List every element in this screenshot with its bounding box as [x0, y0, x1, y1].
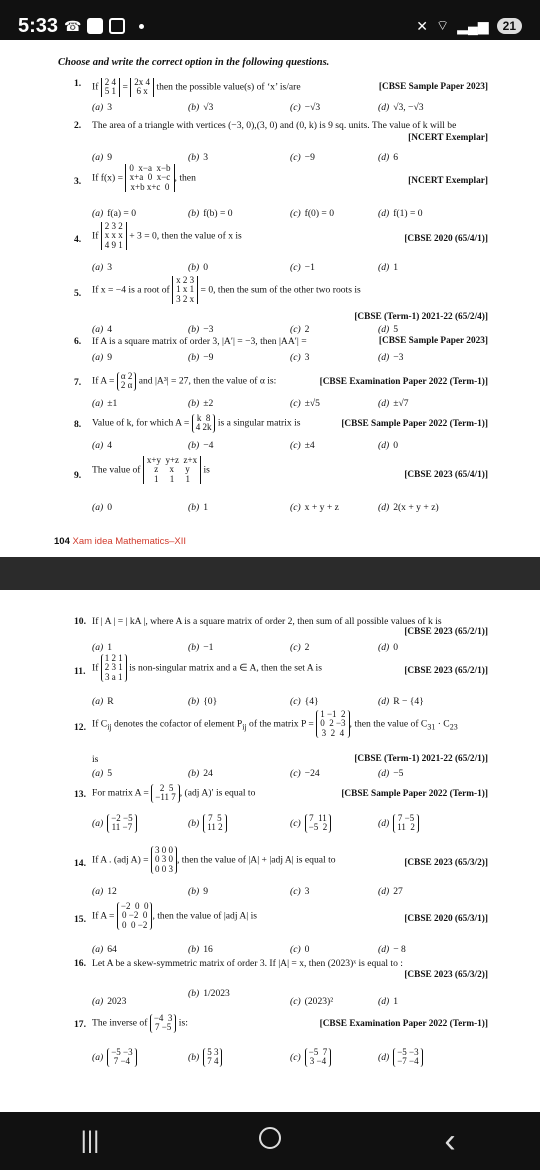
option-d[interactable]: (d) −3	[378, 352, 404, 363]
mute-icon: ✕	[416, 17, 429, 34]
option-d[interactable]: (d) 6	[378, 152, 398, 163]
page-number: 104	[54, 536, 70, 547]
option-c[interactable]: (c) x + y + z	[290, 502, 339, 513]
section-heading: Choose and write the correct option in the following questions.	[58, 57, 330, 68]
option-c[interactable]: (c) ±4	[290, 440, 315, 451]
clock: 5:33	[18, 14, 59, 37]
option-b[interactable]: (b) 16	[188, 944, 213, 955]
option-a[interactable]: (a) 0	[92, 502, 112, 513]
home-button[interactable]	[230, 1127, 310, 1156]
document-page-2[interactable]: 10. If | A | = | kA |, where A is a square matrix of order 2, then sum of all possible values of k is [CBSE 2023 (65/2/1)] (a) 1 (b) −1 (c) 2 (d) 0 11. If 1 2 1 2 3 1 3 a 1 is non-singular matrix and a ∈ A, then the set A is [CBSE 2023 (65/2/1)] (a) R (b) {0} (c) {4} (d) R − {4} 12. If $C_{ij}$ denotes the cofactor of element $P_{ij}$ of the matrix P = 1 −1 2 0 2 −3 3 2 4, then the value of $C_{31} \cdot C_{23}$ is [CBSE (Term-1) 2021-22 (65/2/1)] (a) 5 (b) 24 (c) −24 (d) −5 13. For matrix A = 2 5 −11 7 , (adj A)′ is equal to [CBSE Sample Paper 2022 (Term-1)] (a) −2 −5 11 −7 (b) 7 5 11 2 (c) 7 11 −5 2 (d) 7 −5 11 2 14. If A . (adj A) = 3 0 0 0 3 0 0 0 3, then the value of |A| + |adj A| is equal to [CBSE 2023 (65/3/2)] (a) 12 (b) 9 (c) 3 (d) 27 15. If A = −2 0 0 0 −2 0 0 0 −2, then the value of |adj A| is [CBSE 2020 (65/3/1)] (a) 64 (b) 16 (c) 0 (d) − 8 16. Let A be a skew-symmetric matrix of order 3. If |A| = x, then (2023)ˣ is equal to : [CBSE 2023 (65/3/2)] (a) 2023 (b) 1/2023 (c) (2023)² (d) 1 17. The inverse of −4 3 7 −5 is: [CBSE Examination Paper 2022 (Term-1)] (a) −5 −3 7 −4 (b) 5 3 7 4 (c) −5 7 3 −4 (d) −5 −3 −7 −4	[0, 590, 540, 1112]
option-a[interactable]: (a) −2 −5 11 −7	[92, 814, 137, 833]
option-a[interactable]: (a) −5 −3 7 −4	[92, 1048, 137, 1067]
option-d[interactable]: (d) f(1) = 0	[378, 208, 423, 219]
recent-apps-button[interactable]: |||	[80, 1127, 100, 1154]
option-a[interactable]: (a) 12	[92, 886, 117, 897]
option-d[interactable]: (d) 1	[378, 262, 398, 273]
option-b[interactable]: (b) 0	[188, 262, 208, 273]
system-icons	[416, 17, 522, 35]
option-c[interactable]: (c) 2	[290, 642, 310, 653]
option-a[interactable]: (a) 3	[92, 262, 112, 273]
notification-icons	[64, 18, 144, 35]
option-c[interactable]: (c) −24	[290, 768, 320, 779]
question-text: If 2 4 5 1 = 2x 4 6 x then the possible value(s) of ‘x’ is/are	[92, 77, 301, 97]
home-icon	[259, 1127, 281, 1149]
option-a[interactable]: (a) 1	[92, 642, 112, 653]
option-b[interactable]: (b) 1/2023	[188, 988, 230, 999]
option-c[interactable]: (c) 3	[290, 352, 310, 363]
option-a[interactable]: (a) 2023	[92, 996, 127, 1007]
option-d[interactable]: (d) 7 −5 11 2	[378, 814, 419, 833]
option-d[interactable]: (d) √3, −√3	[378, 102, 424, 113]
option-c[interactable]: (c) f(0) = 0	[290, 208, 335, 219]
option-d[interactable]: (d) 0	[378, 440, 398, 451]
option-b[interactable]: (b) √3	[188, 102, 214, 113]
gallery-icon	[109, 18, 125, 34]
document-page-1[interactable]: Choose and write the correct option in the following questions. 1. If 2 4 5 1 = 2x 4 6 x then the possible value(s) of ‘x’ is/are [CBSE Sample Paper 2023] (a) 3 (b) √3 (c) −√3 (d) √3, −√3 2. The area of a triangle with vertices (−3, 0),(3, 0) and (0, k) is 9 sq. units. The value of k will be [NCERT Exemplar] (a) 9 (b) 3 (c) −9 (d) 6 3. If f(x) = 0 x−a x−b x+a 0 x−c x+b x+c 0, then [NCERT Exemplar] (a) f(a) = 0 (b) f(b) = 0 (c) f(0) = 0 (d) f(1) = 0 4. If 2 3 2 x x x 4 9 1 + 3 = 0, then the value of x is [CBSE 2020 (65/4/1)] (a) 3 (b) 0 (c) −1 (d) 1 5. If x = −4 is a root of x 2 3 1 x 1 3 2 x = 0, then the sum of the other two roots is [CBSE (Term-1) 2021-22 (65/2/4)] (a) 4 (b) −3 (c) 2 (d) 5 6. If A is a square matrix of order 3, |A′| = −3, then |AA′| = [CBSE Sample Paper 2023] (a) 9 (b) −9 (c) 3 (d) −3 7. If A = α 2 2 α and |A³| = 27, then the value of α is: [CBSE Examination Paper 2022 (Term-1)] (a) ±1 (b) ±2 (c) ±√5 (d) ±√7 8. Value of k, for which A = k 8 4 2k is a singular matrix is [CBSE Sample Paper 2022 (Term-1)] (a) 4 (b) −4 (c) ±4 (d) 0 9. The value of x+y y+z z+x z x y 1 1 1 is [CBSE 2023 (65/4/1)] (a) 0 (b) 1 (c) x + y + z (d) 2(x + y + z) 104 Xam idea Mathematics–XII	[0, 40, 540, 557]
page-gap	[0, 557, 540, 590]
option-d[interactable]: (d) −5 −3 −7 −4	[378, 1048, 423, 1067]
option-c[interactable]: (c) ±√5	[290, 398, 320, 409]
option-a[interactable]: (a) R	[92, 696, 114, 707]
option-c[interactable]: (c) −5 7 3 −4	[290, 1048, 331, 1067]
question-number: 1.	[74, 78, 82, 89]
question-source: [CBSE Sample Paper 2023]	[378, 82, 488, 92]
option-a[interactable]: (a) 9	[92, 352, 112, 363]
option-b[interactable]: (b) −3	[188, 324, 214, 335]
option-d[interactable]: (d) R − {4}	[378, 696, 424, 707]
option-c[interactable]: (c) 0	[290, 944, 310, 955]
option-c[interactable]: (c) 2	[290, 324, 310, 335]
option-b[interactable]: (b) f(b) = 0	[188, 208, 233, 219]
option-d[interactable]: (d) − 8	[378, 944, 406, 955]
option-b[interactable]: (b) ±2	[188, 398, 214, 409]
option-c[interactable]: (c) {4}	[290, 696, 319, 707]
option-c[interactable]: (c) −√3	[290, 102, 321, 113]
option-b[interactable]: (b) 24	[188, 768, 213, 779]
call-icon: ☎	[64, 17, 82, 34]
book-title: Xam idea Mathematics–XII	[72, 536, 187, 547]
option-a[interactable]: (a) 9	[92, 152, 112, 163]
option-a[interactable]: (a) 4	[92, 440, 112, 451]
page-footer	[54, 536, 186, 548]
option-d[interactable]: (d) 1	[378, 996, 398, 1007]
option-b[interactable]: (b) 5 3 7 4	[188, 1048, 222, 1067]
option-a[interactable]: (a) 5	[92, 768, 112, 779]
option-d[interactable]: (d) ±√7	[378, 398, 409, 409]
option-a[interactable]: (a) 3	[92, 102, 112, 113]
more-notifications-icon	[139, 24, 144, 29]
battery-icon: 21	[497, 18, 522, 34]
option-b[interactable]: (b) 9	[188, 886, 208, 897]
option-d[interactable]: (d) 5	[378, 324, 398, 335]
option-a[interactable]: (a) 64	[92, 944, 117, 955]
option-c[interactable]: (c) (2023)²	[290, 996, 334, 1007]
option-b[interactable]: (b) −4	[188, 440, 214, 451]
option-b[interactable]: (b) 7 5 11 2	[188, 814, 227, 833]
option-d[interactable]: (d) 27	[378, 886, 403, 897]
option-b[interactable]: (b) {0}	[188, 696, 218, 707]
option-d[interactable]: (d) −5	[378, 768, 404, 779]
option-a[interactable]: (a) ±1	[92, 398, 118, 409]
option-c[interactable]: (c) −1	[290, 262, 315, 273]
option-b[interactable]: (b) 1	[188, 502, 208, 513]
wifi-icon: ⌔	[436, 17, 450, 33]
option-a[interactable]: (a) f(a) = 0	[92, 208, 137, 219]
option-b[interactable]: (b) 3	[188, 152, 208, 163]
option-c[interactable]: (c) 7 11 −5 2	[290, 814, 331, 833]
option-c[interactable]: (c) −9	[290, 152, 315, 163]
option-d[interactable]: (d) 0	[378, 642, 398, 653]
option-b[interactable]: (b) −1	[188, 642, 214, 653]
navigation-bar	[0, 1112, 540, 1170]
back-button[interactable]: ‹	[444, 1121, 456, 1160]
option-b[interactable]: (b) −9	[188, 352, 214, 363]
option-a[interactable]: (a) 4	[92, 324, 112, 335]
option-d[interactable]: (d) 2(x + y + z)	[378, 502, 439, 513]
app-icon	[87, 18, 103, 34]
signal-icon: ▂▄▆	[457, 17, 489, 34]
option-c[interactable]: (c) 3	[290, 886, 310, 897]
